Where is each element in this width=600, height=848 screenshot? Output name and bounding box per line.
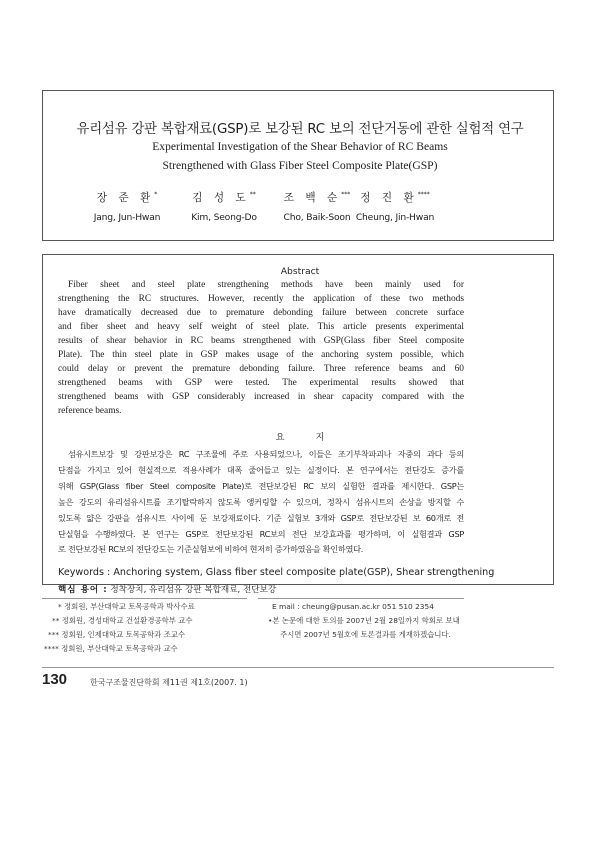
journal-citation: 한국구조물진단학회 제11권 제1호(2007. 1): [90, 678, 248, 687]
abstract-line: results of shear behavior in RC beams strengthened with GSP(Glass fiber Steel composite: [58, 336, 464, 346]
abstract-line: have dramatically decreased due to premature debonding failure between concrete surface: [58, 308, 464, 318]
author-mark: *: [154, 191, 158, 198]
footnote-left: ** 정회원, 경성대학교 건설환경공학부 교수: [52, 616, 193, 625]
abstract-heading: Abstract: [280, 266, 320, 277]
author-name-english: Cho, Baik-Soon: [283, 212, 351, 223]
yoji-line: 단점을 가지고 있어 현실적으로 적용사례가 대폭 줄어들고 있는 실정이다. 본 연구에서는 전단강도 증가를: [58, 465, 464, 475]
footnote-email: E mail : cheung@pusan.ac.kr 051 510 2354: [272, 602, 434, 611]
author-1: [72, 190, 182, 223]
keywords-korean: [58, 583, 276, 595]
paper-title-korean: 유리섬유 강판 복합재료(GSP)로 보강된 RC 보의 전단거동에 관한 실험적 연구: [76, 122, 524, 137]
paper-title-english-line1: Experimental Investigation of the Shear Behavior of RC Beams: [152, 140, 448, 153]
keywords-korean-text: 정착장치, 유리섬유 강판 복합재료, 전단보강: [110, 585, 277, 595]
yoji-line: 로 전단보강된 RC보의 전단강도는 기준실험보에 비하여 현저히 증가하였음을 확인하였다.: [58, 544, 364, 554]
footnote-divider-left: [42, 598, 247, 599]
author-mark: ****: [417, 191, 430, 198]
keywords-korean-label: 핵심 용어 :: [58, 585, 108, 595]
author-name-korean: 정 진 환: [360, 192, 418, 204]
abstract-line: and fiber sheet and heavy self weight of steel plate. This article presents experimental: [58, 322, 464, 332]
footnote-right: 주시면 2007년 5월호에 토론결과를 게재하겠습니다.: [280, 630, 451, 639]
yoji-line: 섬유시트보강 및 강판보강은 RC 구조물에 주로 사용되었으나, 이들은 조기부착파괴나 자중의 과다 등의: [68, 449, 464, 459]
abstract-line: Fiber sheet and steel plate strengthening methods have been mainly used for: [68, 280, 464, 290]
author-mark: **: [249, 191, 256, 198]
yoji-line: 단실험을 수행하였다. 본 연구는 GSP로 전단보강된 RC보의 전단 보강효과를 평가하며, 이 실험결과 GSP: [58, 529, 464, 539]
author-mark: ***: [341, 191, 351, 198]
abstract-line: strengthened beams with GSP were tested. The experimental results showed that: [58, 378, 464, 388]
paper-title-english-line2: Strengthened with Glass Fiber Steel Composite Plate(GSP): [162, 159, 438, 172]
author-name-english: Kim, Seong-Do: [191, 212, 257, 223]
footnote-left: * 정회원, 부산대학교 토목공학과 박사수료: [58, 602, 195, 611]
abstract-line: strengthening the RC structures. However, recently the application of these two methods: [58, 294, 464, 304]
author-name-korean: 조 백 순: [283, 192, 342, 204]
keywords-english: [58, 567, 494, 578]
yoji-heading: 요 지: [275, 432, 339, 443]
abstract-line: strengthened beams with GSP considerably increased in shear capacity compared with the: [58, 392, 464, 402]
yoji-line: 위해 GSP(Glass fiber Steel composite Plate)로 전단보강된 RC 보의 실험한 결과를 제시한다. GSP는: [58, 481, 464, 491]
footnote-left: *** 정회원, 인제대학교 토목공학과 조교수: [48, 630, 186, 639]
footnote-divider-right: [258, 598, 464, 599]
abstract-line: Plate). The thin steel plate in GSP makes usage of the anchoring system possible, which: [58, 350, 464, 360]
author-name-korean: 장 준 환: [96, 192, 155, 204]
yoji-line: 있도록 얇은 강판을 섬유시트 사이에 둔 보강재료이다. 기준 실험보 3개와 GSP로 전단보강된 보 60개로 전: [58, 513, 464, 523]
abstract-line: reference beams.: [58, 406, 122, 416]
page-number: 130: [42, 671, 68, 688]
yoji-line: 높은 강도의 유리섬유시트를 조기탈락하지 않도록 앵커링할 수 있으며, 정착시 섬유시트의 손상을 방지할 수: [58, 497, 464, 507]
footnote-right: •본 논문에 대한 토의를 2007년 2월 28일까지 학회로 보내: [268, 616, 460, 625]
page-footer-divider: [42, 667, 554, 668]
author-4: [340, 190, 450, 223]
footnote-left: **** 정회원, 부산대학교 토목공학과 교수: [44, 644, 178, 653]
author-name-korean: 김 성 도: [192, 192, 250, 204]
author-name-english: Cheung, Jin-Hwan: [355, 212, 435, 223]
keywords-label: Keywords :: [58, 567, 111, 578]
author-name-english: Jang, Jun-Hwan: [93, 212, 161, 223]
keywords-text: Anchoring system, Glass fiber steel composite plate(GSP), Shear strengthening: [113, 567, 495, 578]
abstract-line: could delay or prevent the premature debonding failure. Three reference beams and 60: [58, 364, 464, 374]
